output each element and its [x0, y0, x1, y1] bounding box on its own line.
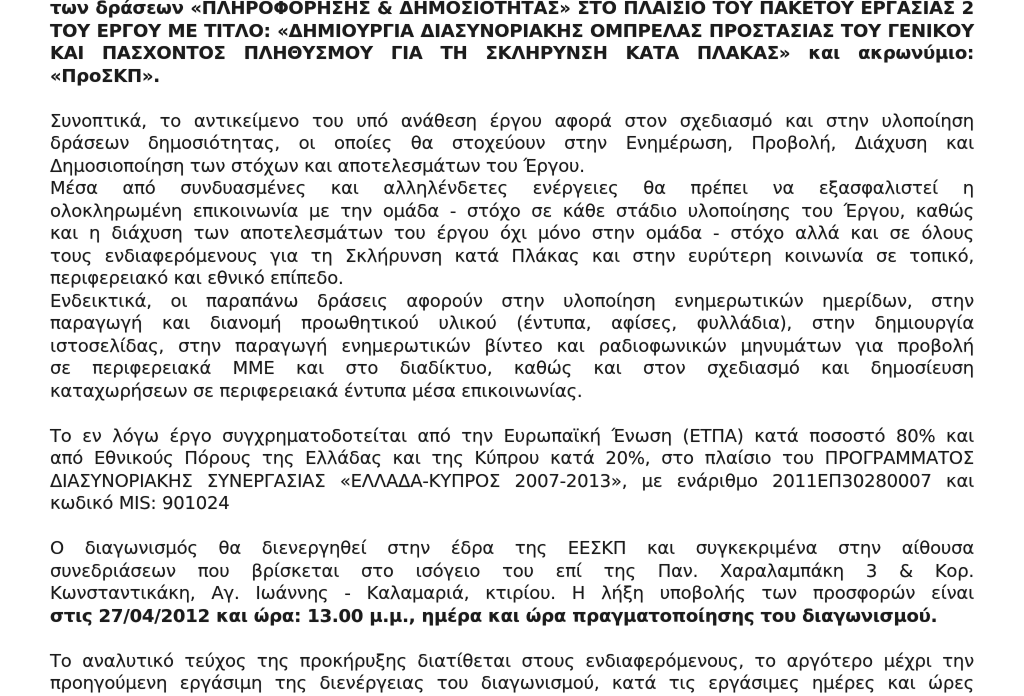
text-line: κωδικό MIS: 901024 — [50, 493, 230, 514]
text-line: παραγωγή και διανομή προωθητικού υλικού (έντυπα, αφίσες, φυλλάδια), στην δημιουργία — [50, 313, 974, 334]
text-line: Μέσα από συνδυασμένες και αλληλένδετες ενέργειες θα πρέπει να εξασφαλιστεί η — [50, 178, 974, 199]
paragraph-indicative-actions — [50, 291, 974, 404]
text-line: Δημοσιοποίηση των στόχων και αποτελεσμάτων του Έργου. — [50, 155, 585, 177]
text-line: «ΠροΣΚΠ». — [50, 65, 160, 87]
paragraph-communication — [50, 178, 974, 291]
text-line: ΚΑΙ ΠΑΣΧΟΝΤΟΣ ΠΛΗΘΥΣΜΟΥ ΓΙΑ ΤΗ ΣΚΛΗΡΥΝΣΗ ΚΑΤΑ ΠΛΑΚΑΣ» και ακρωνύμιο: — [50, 43, 974, 64]
text-line: συνεδριάσεων που βρίσκεται στο ισόγειο του επί της Παν. Χαραλαμπάκη 3 & Κορ. — [50, 560, 974, 582]
text-line: στις 27/04/2012 και ώρα: 13.00 μ.μ., ημέρα και ώρα πραγματοποίησης του διαγωνισμού. — [50, 605, 938, 627]
text-line: περιφερειακό και εθνικό επίπεδο. — [50, 268, 344, 289]
text-line: Κωνσταντικάκη, Αγ. Ιωάννης - Καλαμαριά, κτιρίου. Η λήξη υποβολής των προσφορών είναι — [50, 583, 974, 604]
paragraph-title-block — [50, 0, 974, 88]
text-line: Το εν λόγω έργο συγχρηματοδοτείται από την Ευρωπαϊκή Ένωση (ΕΤΠΑ) κατά ποσοστό 80% και — [50, 425, 974, 447]
text-line: δράσεων δημοσιότητας, οι οποίες θα στοχεύουν στην Ενημέρωση, Προβολή, Διάχυση και — [50, 133, 974, 154]
text-line: ιστοσελίδας, στην παραγωγή ενημερωτικών βίντεο και ραδιοφωνικών μηνυμάτων για προβολή — [50, 335, 974, 357]
text-line: και η διάχυση των αποτελεσμάτων του έργου όχι μόνο στην ομάδα - στόχο αλλά και σε όλους — [50, 223, 974, 244]
text-line: Ο διαγωνισμός θα διενεργηθεί στην έδρα της ΕΕΣΚΠ και συγκεκριμένα στην αίθουσα — [50, 538, 974, 559]
text-line: από Εθνικούς Πόρους της Ελλάδας και της Κύπρου κατά 20%, στο πλαίσιο του ΠΡΟΓΡΑΜΜΑΤΟΣ — [50, 448, 974, 469]
paragraph-tender-location — [50, 538, 974, 606]
text-line: καταχωρήσεων σε περιφερειακά έντυπα μέσα επικοινωνίας. — [50, 380, 583, 402]
text-line: προηγούμενη εργάσιμη της διενέργειας του διαγωνισμού, κατά τις εργάσιμες ημέρες και ώρες — [50, 673, 974, 694]
paragraph-tender-documents — [50, 651, 974, 696]
paragraph-tender-deadline — [50, 606, 974, 629]
text-line: ΔΙΑΣΥΝΟΡΙΑΚΗΣ ΣΥΝΕΡΓΑΣΙΑΣ «ΕΛΛΑΔΑ-ΚΥΠΡΟΣ 2007-2013», με ενάριθμο 2011ΕΠ30280007 και — [50, 470, 974, 492]
text-line: σε περιφερειακά ΜΜΕ και στο διαδίκτυο, καθώς και στον σχεδιασμό και δημοσίευση — [50, 358, 974, 379]
paragraph-summary — [50, 111, 974, 179]
text-line: ολοκληρωμένη επικοινωνία με την ομάδα - στόχο σε κάθε στάδιο υλοποίησης του Έργου, καθώς — [50, 200, 974, 222]
text-line: Ενδεικτικά, οι παραπάνω δράσεις αφορούν στην υλοποίηση ενημερωτικών ημερίδων, στην — [50, 290, 974, 312]
text-line: των δράσεων «ΠΛΗΡΟΦΟΡΗΣΗΣ & ΔΗΜΟΣΙΟΤΗΤΑΣ» ΣΤΟ ΠΛΑΙΣΙΟ ΤΟΥ ΠΑΚΕΤΟΥ ΕΡΓΑΣΙΑΣ 2 — [50, 0, 974, 19]
text-line: τους ενδιαφερόμενους για τη Σκλήρυνση κατά Πλάκας και στην ευρύτερη κοινωνία σε τοπικό, — [50, 245, 974, 267]
text-line: ΤΟΥ ΕΡΓΟΥ ΜΕ ΤΙΤΛΟ: «ΔΗΜΙΟΥΡΓΙΑ ΔΙΑΣΥΝΟΡΙΑΚΗΣ ΟΜΠΡΕΛΑΣ ΠΡΟΣΤΑΣΙΑΣ ΤΟΥ ΓΕΝΙΚΟΥ — [50, 20, 974, 42]
text-line: Το αναλυτικό τεύχος της προκήρυξης διατίθεται στους ενδιαφερόμενους, το αργότερο μέχρι την — [50, 650, 974, 672]
text-line: Συνοπτικά, το αντικείμενο του υπό ανάθεση έργου αφορά στον σχεδιασμό και στην υλοποίηση — [50, 110, 974, 132]
paragraph-funding — [50, 426, 974, 516]
document-page — [50, 0, 974, 696]
